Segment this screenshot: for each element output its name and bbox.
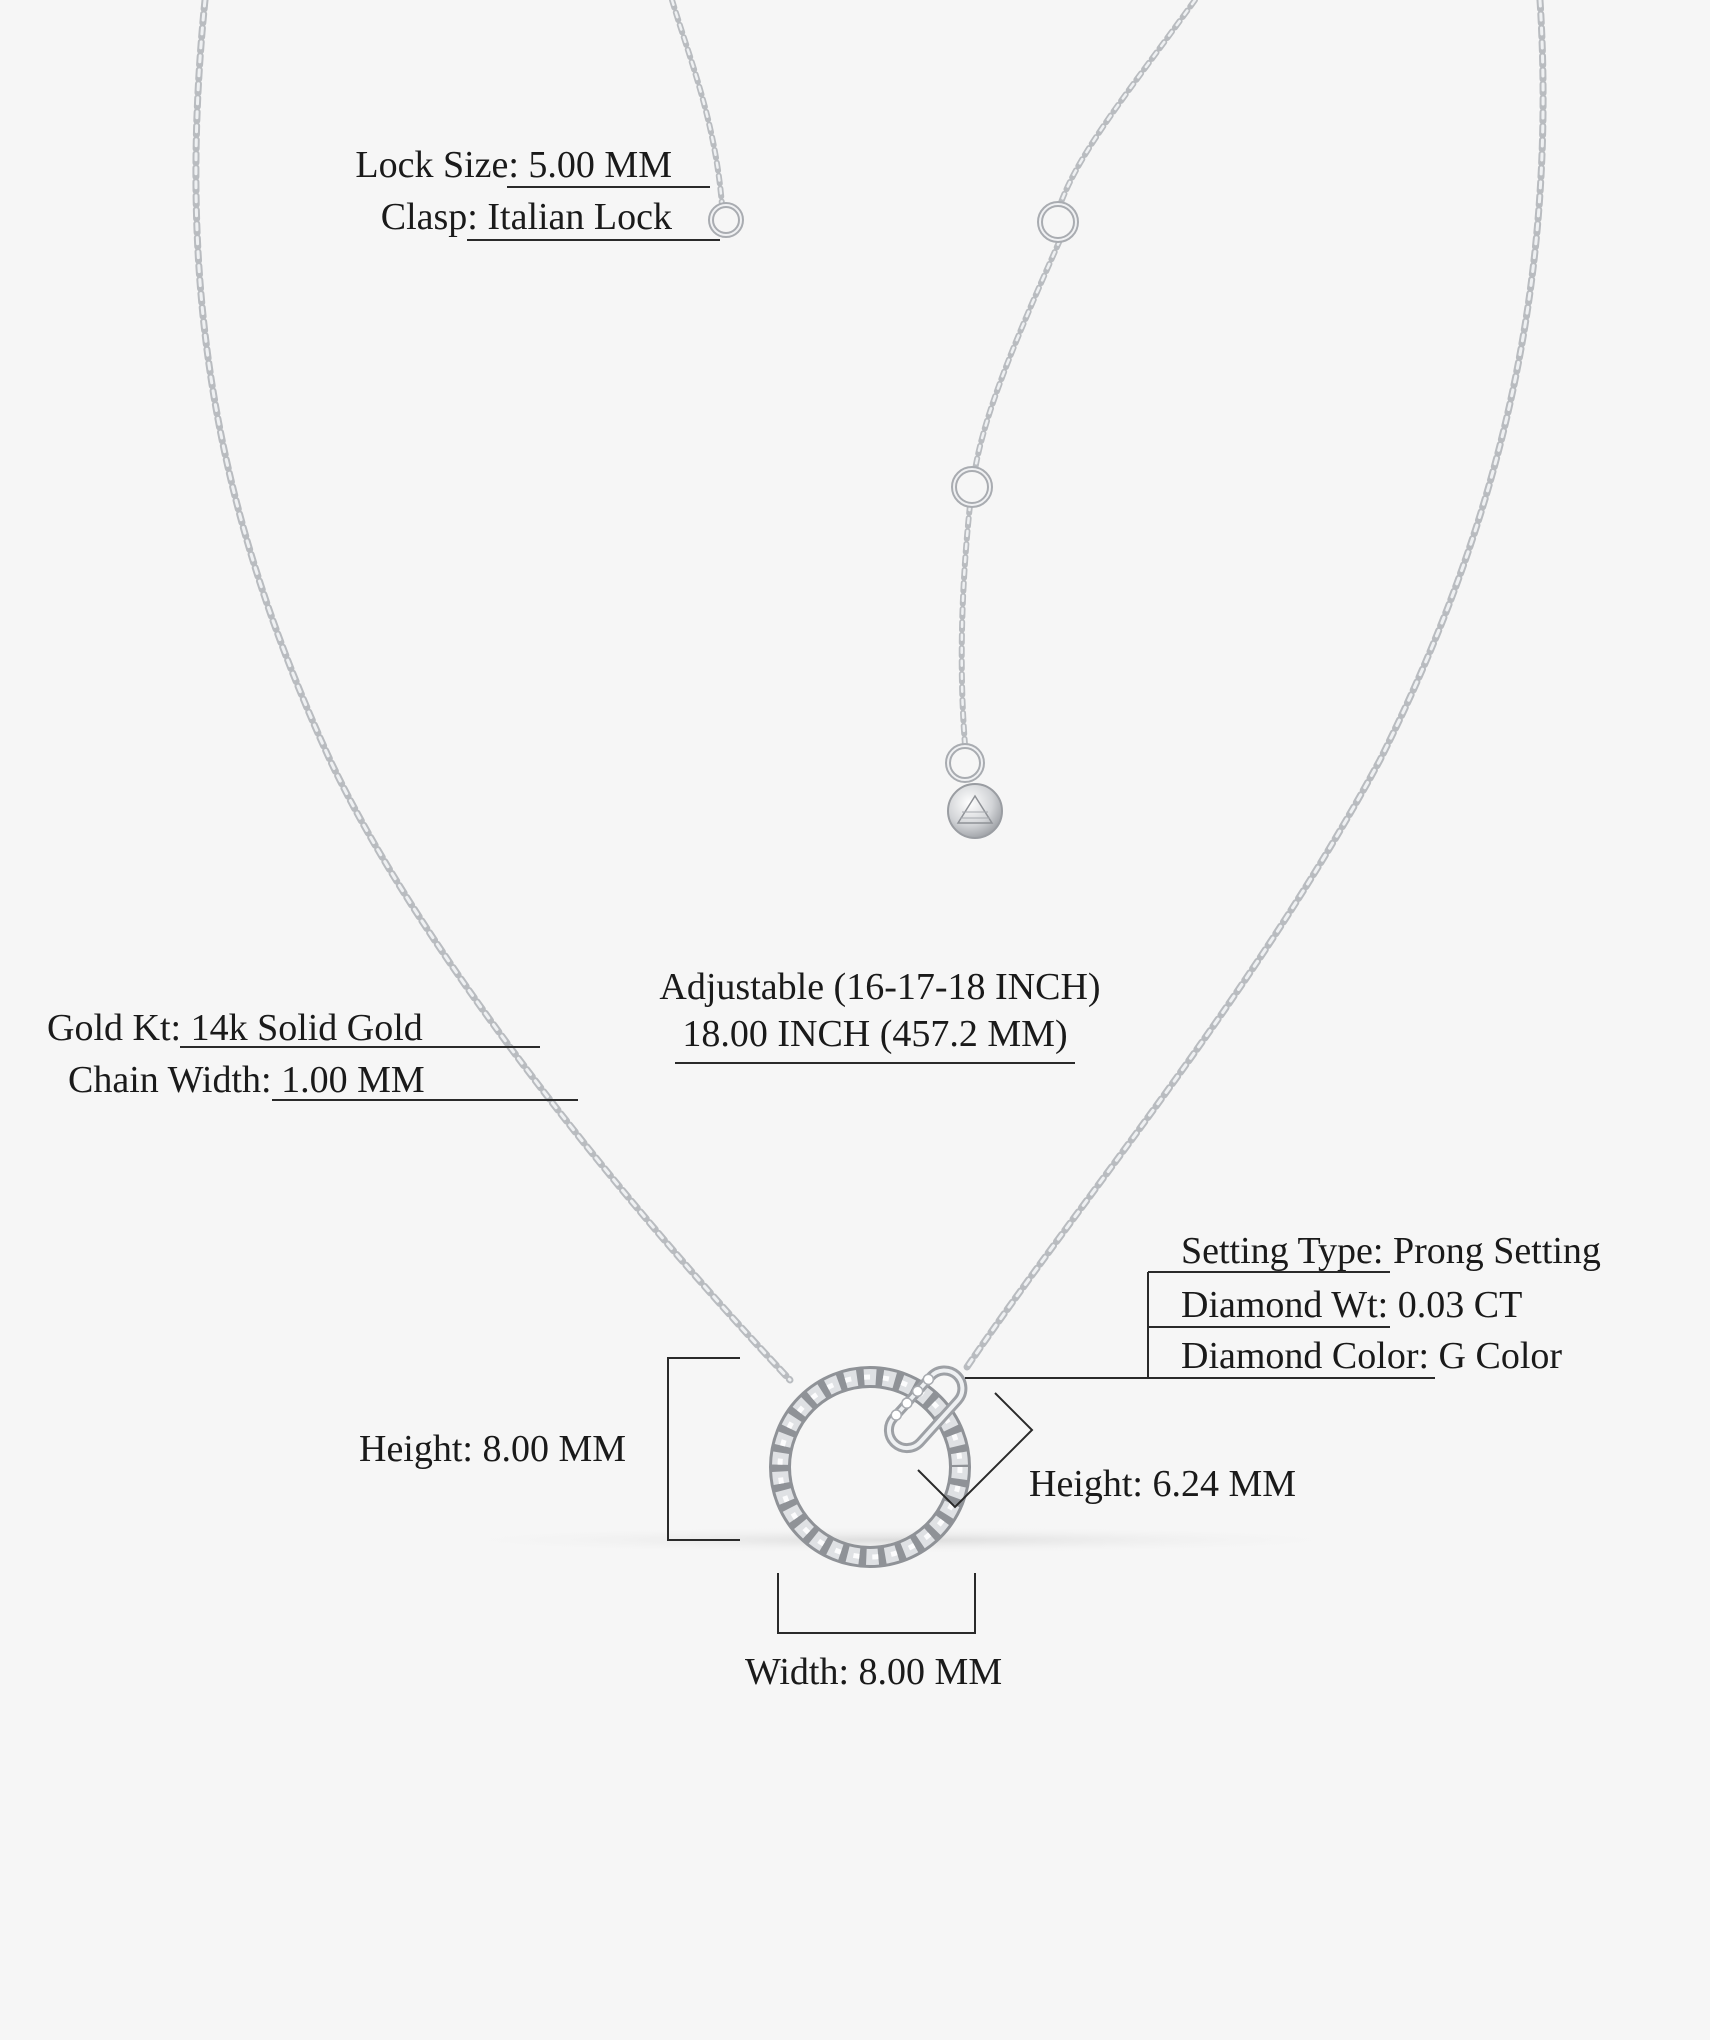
length-value: 18.00 INCH (457.2 MM): [682, 1013, 1068, 1055]
pendant-width-spec: [745, 1653, 1002, 1691]
clasp-label: Clasp:: [380, 196, 478, 238]
setting-type-value: Prong Setting: [1392, 1230, 1601, 1272]
clasp-value: Italian Lock: [487, 196, 672, 238]
gold-kt-spec: [47, 1009, 423, 1047]
lock-size-spec: [300, 146, 672, 184]
pendant-width-value: 8.00 MM: [858, 1651, 1003, 1693]
diamond-color-spec: [1181, 1337, 1562, 1375]
gold-kt-label: Gold Kt:: [47, 1007, 182, 1049]
chain-width-spec: [68, 1061, 425, 1099]
width-bracket: [778, 1573, 975, 1633]
lock-size-value: 5.00 MM: [528, 144, 672, 186]
chain-width-label: Chain Width:: [68, 1059, 272, 1101]
diamond-color-value: G Color: [1438, 1335, 1563, 1377]
lock-size-label: Lock Size:: [355, 144, 519, 186]
bail-height-spec: [1029, 1465, 1296, 1503]
clasp-ring: [711, 205, 741, 235]
setting-type-label: Setting Type:: [1181, 1230, 1384, 1272]
bail-height-label: Height:: [1029, 1463, 1143, 1505]
height-bracket: [668, 1358, 740, 1540]
chain-width-value: 1.00 MM: [281, 1059, 425, 1101]
pendant-height-label: Height:: [359, 1428, 473, 1470]
pendant-height-spec: [359, 1430, 626, 1468]
gold-kt-value: 14k Solid Gold: [190, 1007, 423, 1049]
extender-rings: [948, 204, 1076, 780]
end-tag-disc: [948, 784, 1002, 838]
diamond-wt-value: 0.03 CT: [1397, 1284, 1523, 1326]
setting-type-spec: [1181, 1232, 1601, 1270]
pendant-width-label: Width:: [745, 1651, 850, 1693]
diamond-wt-spec: [1181, 1286, 1522, 1324]
diamond-wt-label: Diamond Wt:: [1181, 1284, 1389, 1326]
bail-height-value: 6.24 MM: [1152, 1463, 1297, 1505]
pendant-height-value: 8.00 MM: [482, 1428, 627, 1470]
clasp-spec: [300, 198, 672, 236]
length-adjustable: Adjustable (16-17-18 INCH): [659, 966, 1101, 1008]
diamond-color-label: Diamond Color:: [1181, 1335, 1430, 1377]
